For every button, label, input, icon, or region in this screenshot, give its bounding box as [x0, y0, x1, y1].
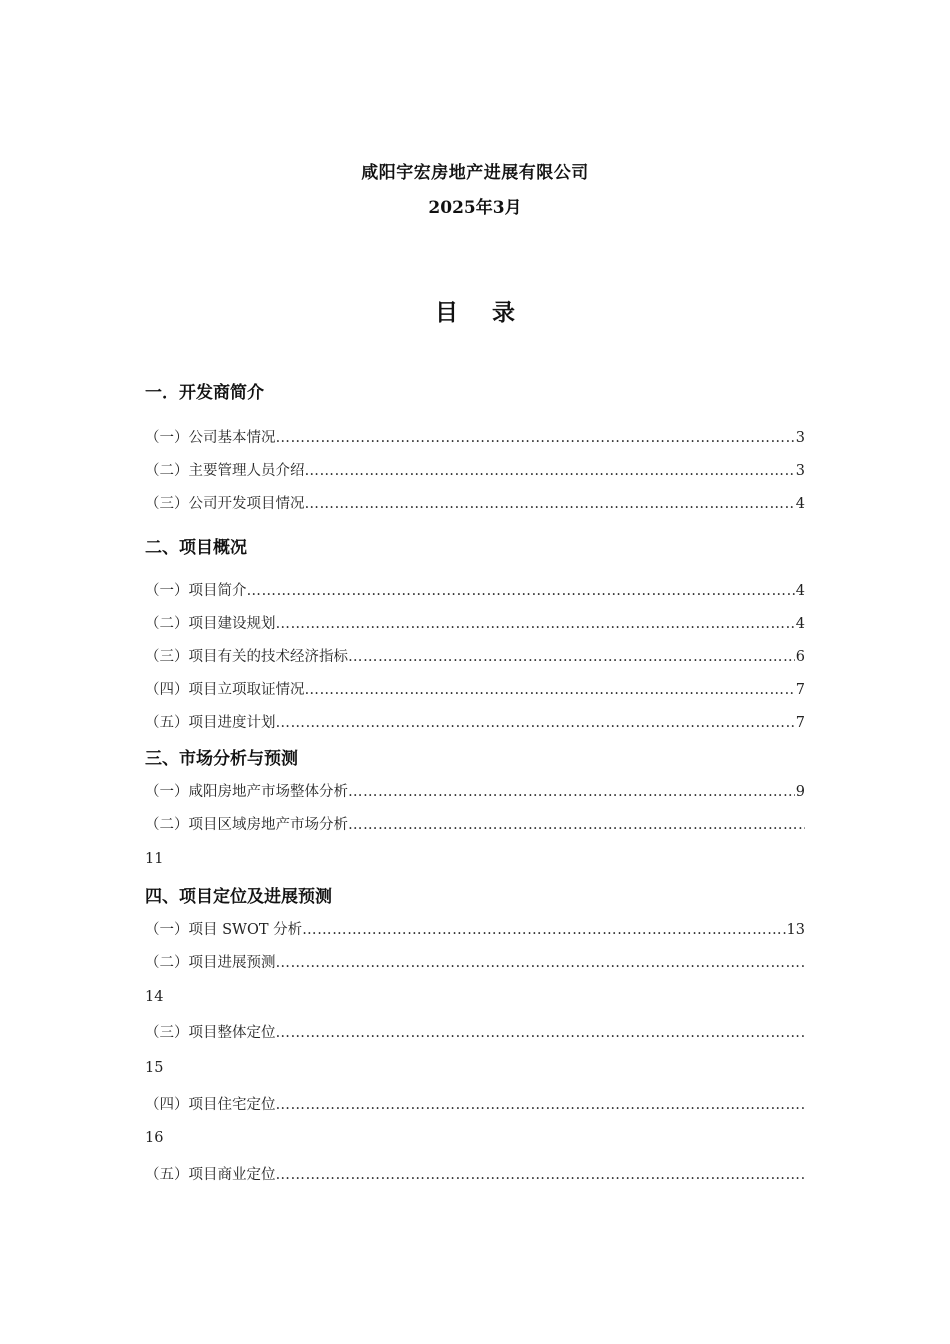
toc-entry[interactable]: [145, 492, 805, 512]
toc-entry-label: （一）公司基本情况: [145, 430, 276, 446]
dot-leader: [276, 1025, 806, 1041]
toc-entry-page: 7: [795, 715, 805, 731]
toc-entry-page: 13: [786, 922, 805, 938]
toc-entry[interactable]: [145, 459, 805, 479]
toc-entry[interactable]: [145, 1163, 805, 1183]
dot-leader: [348, 784, 795, 800]
toc-entry[interactable]: [145, 780, 805, 800]
section-heading: 四、项目定位及进展预测: [145, 887, 332, 907]
toc-entry-label: （一）项目简介: [145, 583, 247, 599]
dot-leader: [276, 1167, 806, 1183]
section-heading: 二、项目概况: [145, 538, 247, 558]
toc-entry-page: 14: [145, 989, 164, 1005]
toc-entry[interactable]: [145, 645, 805, 665]
toc-entry-page: 3: [795, 463, 805, 479]
toc-entry-label: （二）项目建设规划: [145, 616, 276, 632]
toc-entry-label: （一）咸阳房地产市场整体分析: [145, 784, 348, 800]
toc-entry-label: （二）主要管理人员介绍: [145, 463, 305, 479]
toc-title: 目录: [435, 299, 549, 326]
toc-entry-page: 4: [795, 616, 805, 632]
toc-entry-label: （三）项目整体定位: [145, 1025, 276, 1041]
dot-leader: [276, 715, 795, 731]
toc-entry[interactable]: [145, 1093, 805, 1113]
toc-entry-page: 4: [795, 583, 805, 599]
toc-entry[interactable]: [145, 426, 805, 446]
toc-entry[interactable]: [145, 579, 805, 599]
toc-entry[interactable]: [145, 951, 805, 971]
toc-entry-label: （三）公司开发项目情况: [145, 496, 305, 512]
toc-entry[interactable]: [145, 918, 805, 938]
toc-entry[interactable]: [145, 1021, 805, 1041]
toc-entry-page: 4: [795, 496, 805, 512]
toc-entry-label: （四）项目立项取证情况: [145, 682, 305, 698]
toc-entry-page: 16: [145, 1130, 164, 1146]
toc-entry-label: （四）项目住宅定位: [145, 1097, 276, 1113]
toc-entry[interactable]: [145, 813, 805, 833]
toc-entry-label: （三）项目有关的技术经济指标: [145, 649, 348, 665]
toc-entry-page: 15: [145, 1060, 164, 1076]
toc-entry[interactable]: [145, 612, 805, 632]
document-date: 2025年3月: [428, 198, 522, 218]
section-heading: 一．开发商简介: [145, 383, 264, 403]
dot-leader: [305, 682, 795, 698]
dot-leader: [276, 1097, 806, 1113]
toc-entry-page: 7: [795, 682, 805, 698]
dot-leader: [302, 922, 785, 938]
toc-entry-label: （一）项目 SWOT 分析: [145, 922, 303, 938]
dot-leader: [348, 649, 795, 665]
toc-entry-label: （二）项目区域房地产市场分析: [145, 817, 348, 833]
toc-entry-page: 9: [795, 784, 805, 800]
dot-leader: [276, 955, 806, 971]
dot-leader: [305, 496, 795, 512]
dot-leader: [305, 463, 795, 479]
toc-entry-label: （二）项目进展预测: [145, 955, 276, 971]
toc-entry-label: （五）项目商业定位: [145, 1167, 276, 1183]
dot-leader: [247, 583, 795, 599]
toc-entry-page: 6: [795, 649, 805, 665]
toc-entry[interactable]: [145, 678, 805, 698]
toc-entry[interactable]: [145, 711, 805, 731]
toc-entry-page: 11: [145, 851, 164, 867]
toc-entry-label: （五）项目进度计划: [145, 715, 276, 731]
dot-leader: [276, 616, 795, 632]
dot-leader: [348, 817, 805, 833]
dot-leader: [276, 430, 795, 446]
section-heading: 三、市场分析与预测: [145, 749, 298, 769]
company-name: 咸阳宇宏房地产进展有限公司: [361, 163, 589, 183]
toc-entry-page: 3: [795, 430, 805, 446]
